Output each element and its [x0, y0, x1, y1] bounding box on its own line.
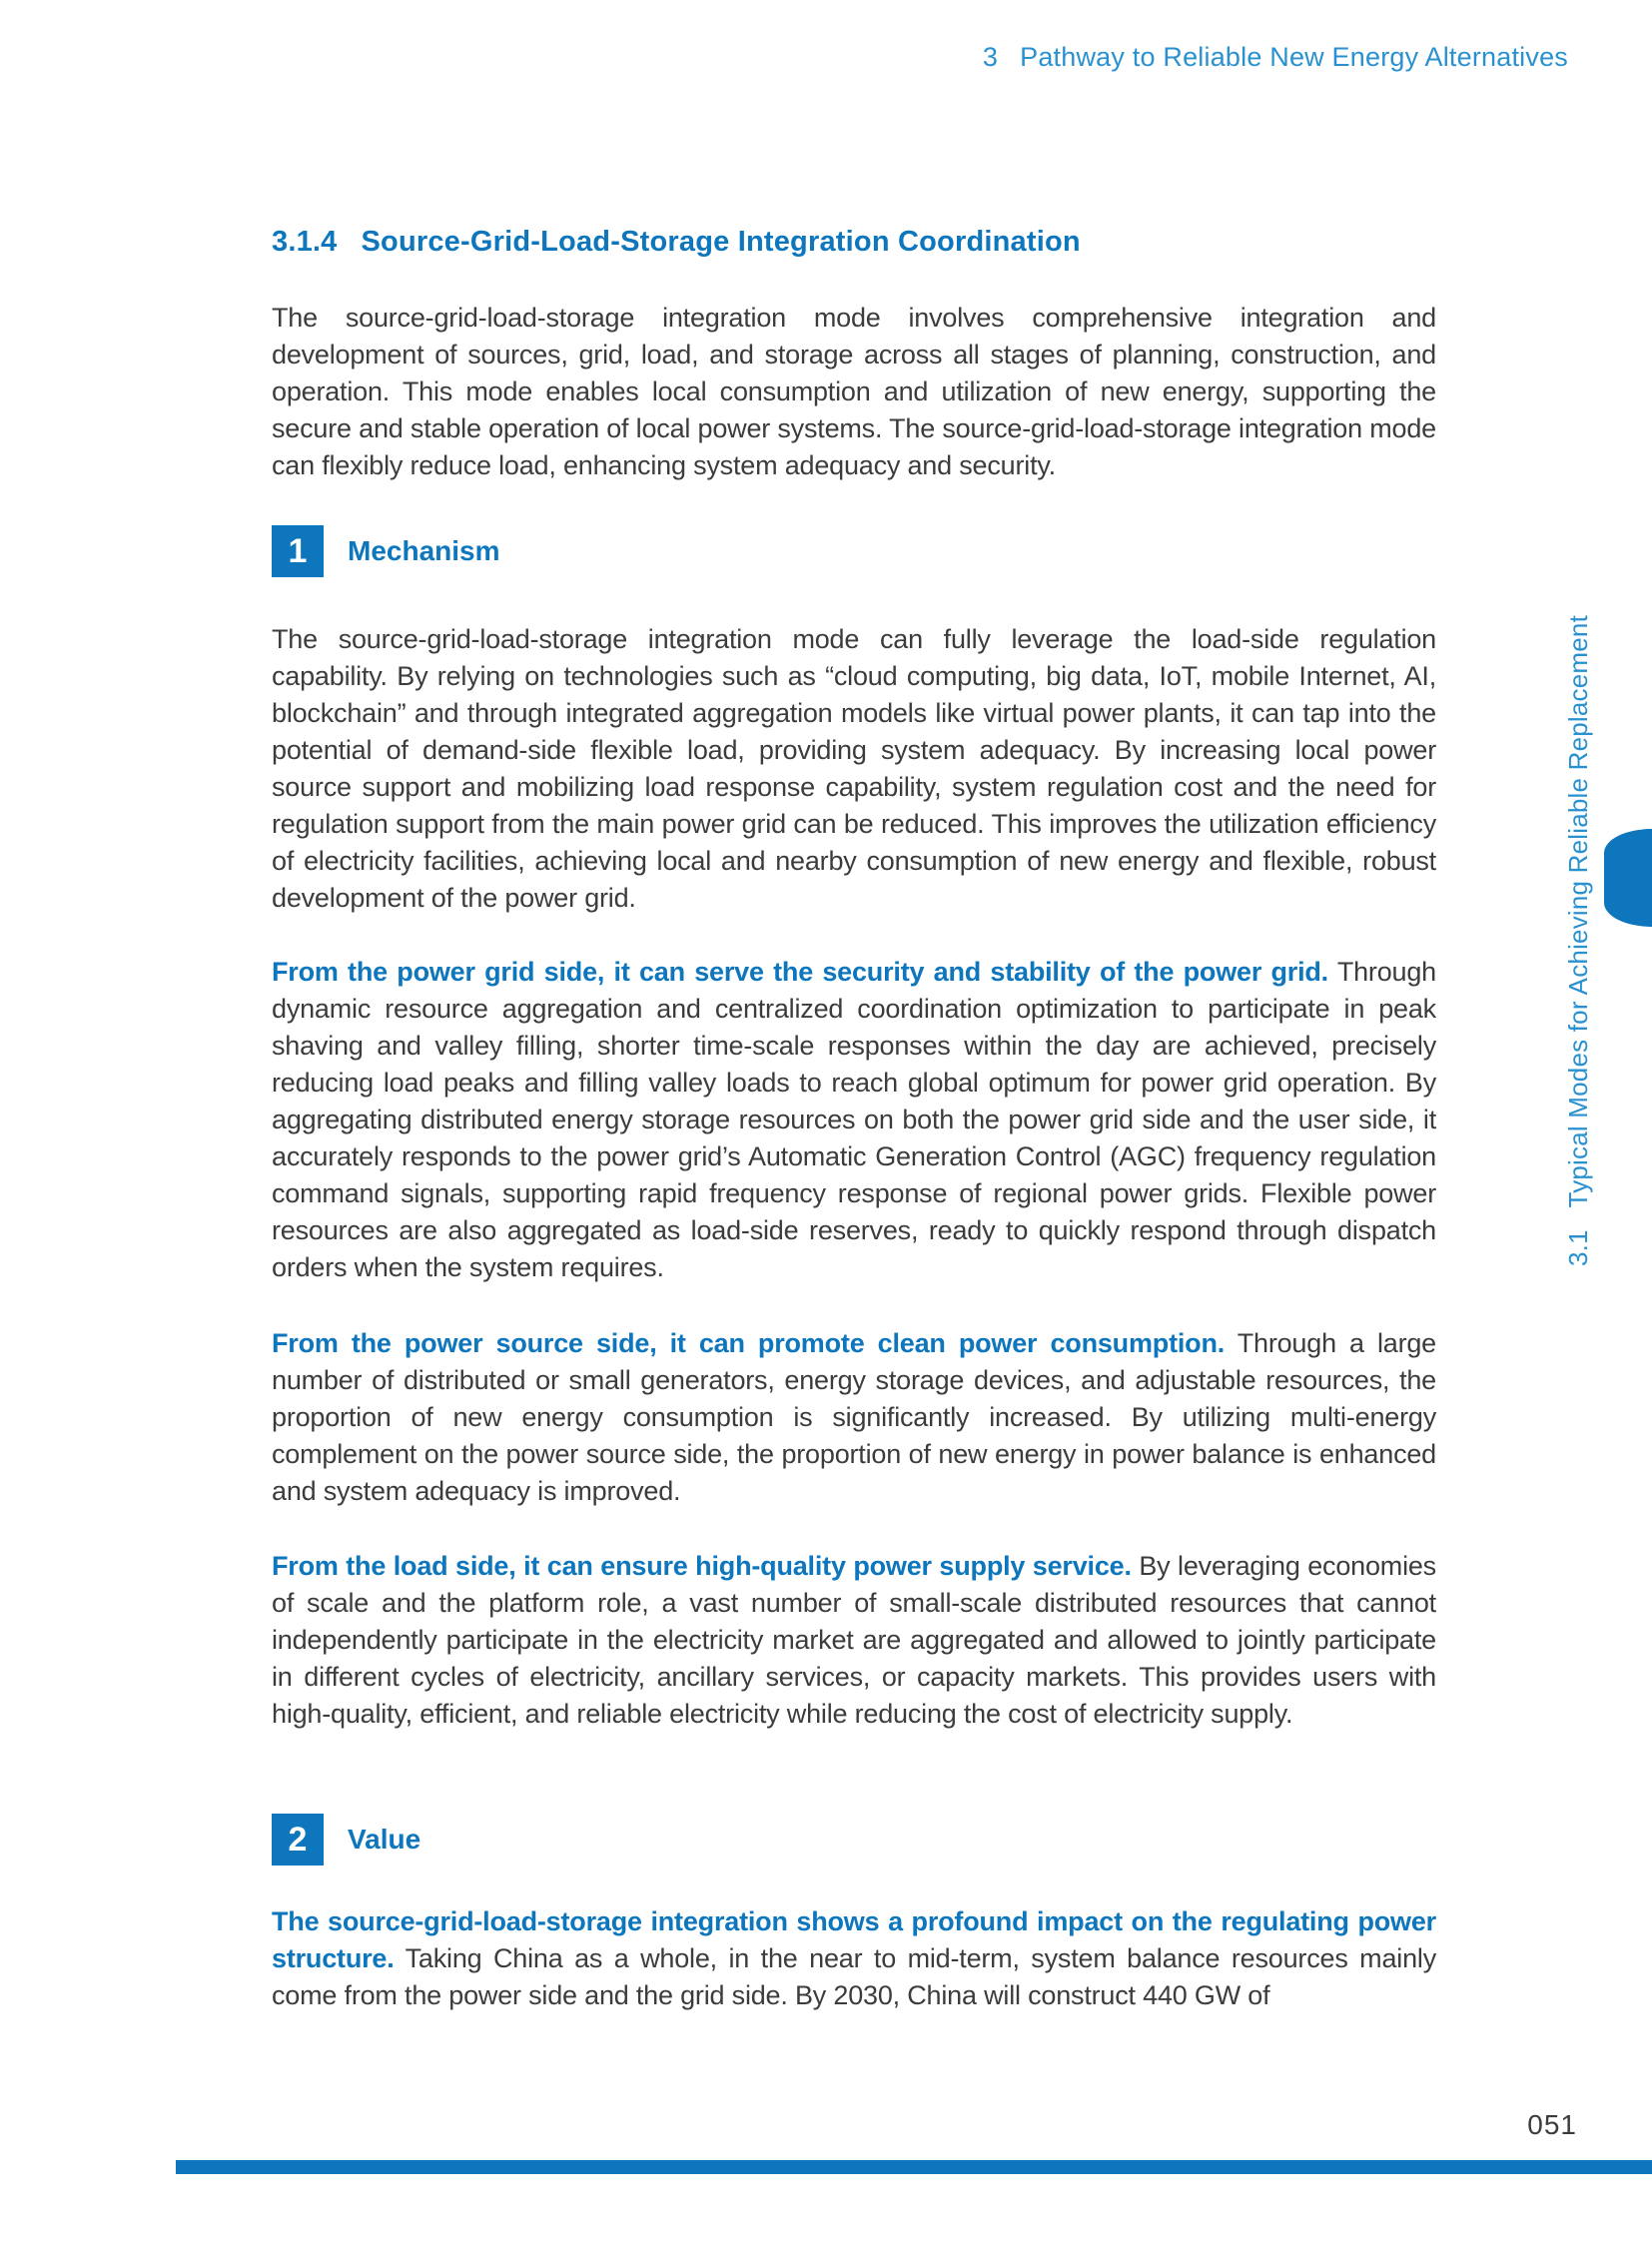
section-title-text: Source-Grid-Load-Storage Integration Coordination: [361, 226, 1081, 258]
value-heading-label: Value: [348, 1824, 421, 1855]
side-margin-section-label: 3.1 Typical Modes for Achieving Reliable Replacement: [1563, 614, 1593, 1266]
value-rest: Taking China as a whole, in the near to mid-term, system balance resources mainly come from the power side and the grid side. By 2030, China will construct 440 GW of: [272, 1943, 1436, 2010]
source-side-rest: Through a large number of distributed or small generators, energy storage devices, and adjustable resources, the proportion of new energy consumption is significantly increased. By utilizing multi-energy complement on the power source side, the proportion of new energy in power balance is enhanced and system adequacy is improved.: [272, 1328, 1436, 1506]
intro-text: The source-grid-load-storage integration mode involves comprehensive integration and development of sources, grid, load, and storage across all stages of planning, construction, and operation. This mode enables local consumption and utilization of new energy, supporting the secure and stable operation of local power systems. The source-grid-load-storage integration mode can flexibly reduce load, enhancing system adequacy and security.: [272, 303, 1436, 480]
chapter-title: Pathway to Reliable New Energy Alternatives: [1020, 42, 1568, 72]
source-side-lead: From the power source side, it can promote clean power consumption.: [272, 1328, 1226, 1358]
load-side-rest: By leveraging economies of scale and the platform role, a vast number of small-scale distributed resources that cannot independently participate in the electricity market are aggregated and allowed to jointly participate in different cycles of electricity, ancillary services, or capacity markets. This provides users with high-quality, efficient, and reliable electricity while reducing the cost of electricity supply.: [272, 1551, 1436, 1729]
load-side-paragraph: [272, 1548, 1436, 1733]
mechanism-text: The source-grid-load-storage integration mode can fully leverage the load-side regulation capability. By relying on technologies such as “cloud computing, big data, IoT, mobile Internet, AI, blockchain” and through integrated aggregation models like virtual power plants, it can tap into the potential of demand-side flexible load, providing system adequacy. By increasing local power source support and mobilizing load response capability, system regulation cost and the need for regulation support from the main power grid can be reduced. This improves the utilization efficiency of electricity facilities, achieving local and nearby consumption of new energy and flexible, robust development of the power grid.: [272, 624, 1436, 913]
running-header: [983, 42, 1568, 73]
mechanism-paragraph: [272, 621, 1436, 917]
source-side-paragraph: [272, 1325, 1436, 1510]
mechanism-heading-label: Mechanism: [348, 535, 500, 566]
page-number: 051: [1527, 2109, 1577, 2140]
section-heading: [272, 226, 1436, 259]
value-lead: The source-grid-load-storage integration shows a profound impact on the regulating power structure.: [272, 1906, 1436, 1973]
grid-side-paragraph: [272, 954, 1436, 1286]
value-paragraph: [272, 1903, 1436, 2014]
footer-accent-bar: [176, 2160, 1652, 2174]
grid-side-lead: From the power grid side, it can serve the security and stability of the power grid.: [272, 957, 1328, 987]
chapter-number: 3: [982, 42, 999, 72]
numbered-badge-1: 1: [272, 525, 324, 577]
load-side-lead: From the load side, it can ensure high-quality power supply service.: [272, 1551, 1132, 1581]
section-number: 3.1.4: [272, 226, 338, 258]
side-tab-marker: [1604, 829, 1652, 927]
numbered-badge-2: 2: [272, 1814, 324, 1866]
mechanism-heading-row: [272, 525, 500, 577]
intro-paragraph: [272, 300, 1436, 484]
grid-side-rest: Through dynamic resource aggregation and centralized coordination optimization to participate in peak shaving and valley filling, shorter time-scale responses within the day are achieved, precisely reducing load peaks and filling valley loads to reach global optimum for power grid operation. By aggregating distributed energy storage resources on both the power grid side and the user side, it accurately responds to the power grid’s Automatic Generation Control (AGC) frequency regulation command signals, supporting rapid frequency response of regional power grids. Flexible power resources are also aggregated as load-side reserves, ready to quickly respond through dispatch orders when the system requires.: [272, 957, 1436, 1282]
value-heading-row: [272, 1814, 420, 1866]
